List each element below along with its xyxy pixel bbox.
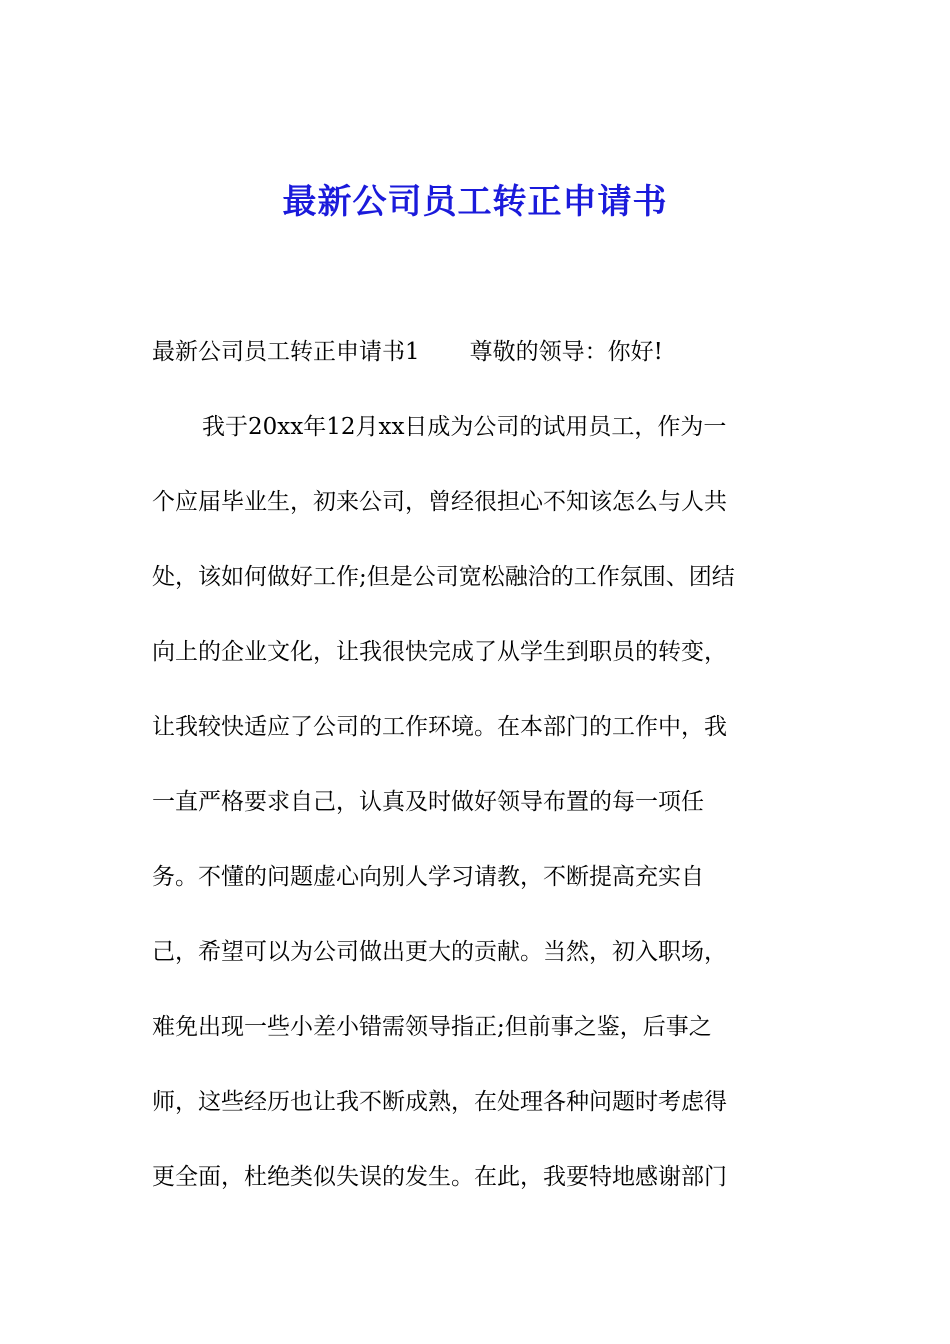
paragraph-line: 向上的企业文化，让我很快完成了从学生到职员的转变， xyxy=(152,639,727,665)
paragraph-line: 个应届毕业生，初来公司，曾经很担心不知该怎么与人共 xyxy=(152,489,727,515)
paragraph-line: 更全面，杜绝类似失误的发生。在此，我要特地感谢部门 xyxy=(152,1164,727,1190)
paragraph-line: 师，这些经历也让我不断成熟，在处理各种问题时考虑得 xyxy=(152,1089,727,1115)
paragraph-line: 我于20xx年12月xx日成为公司的试用员工，作为一 xyxy=(202,414,727,440)
section-heading: 最新公司员工转正申请书1 xyxy=(152,339,420,365)
paragraph-line: 务。不懂的问题虚心向别人学习请教，不断提高充实自 xyxy=(152,864,704,890)
paragraph-line: 难免出现一些小差小错需领导指正;但前事之鉴，后事之 xyxy=(152,1014,712,1040)
document-body xyxy=(152,328,812,1228)
paragraph-line: 一直严格要求自己，认真及时做好领导布置的每一项任 xyxy=(152,789,704,815)
document-title: 最新公司员工转正申请书 xyxy=(282,182,668,222)
greeting: 尊敬的领导：你好! xyxy=(469,339,663,365)
paragraph-line: 处，该如何做好工作;但是公司宽松融洽的工作氛围、团结 xyxy=(152,564,735,590)
paragraph-line: 让我较快适应了公司的工作环境。在本部门的工作中，我 xyxy=(152,714,727,740)
first-line xyxy=(152,328,812,403)
paragraph-line: 己，希望可以为公司做出更大的贡献。当然，初入职场， xyxy=(152,939,727,965)
